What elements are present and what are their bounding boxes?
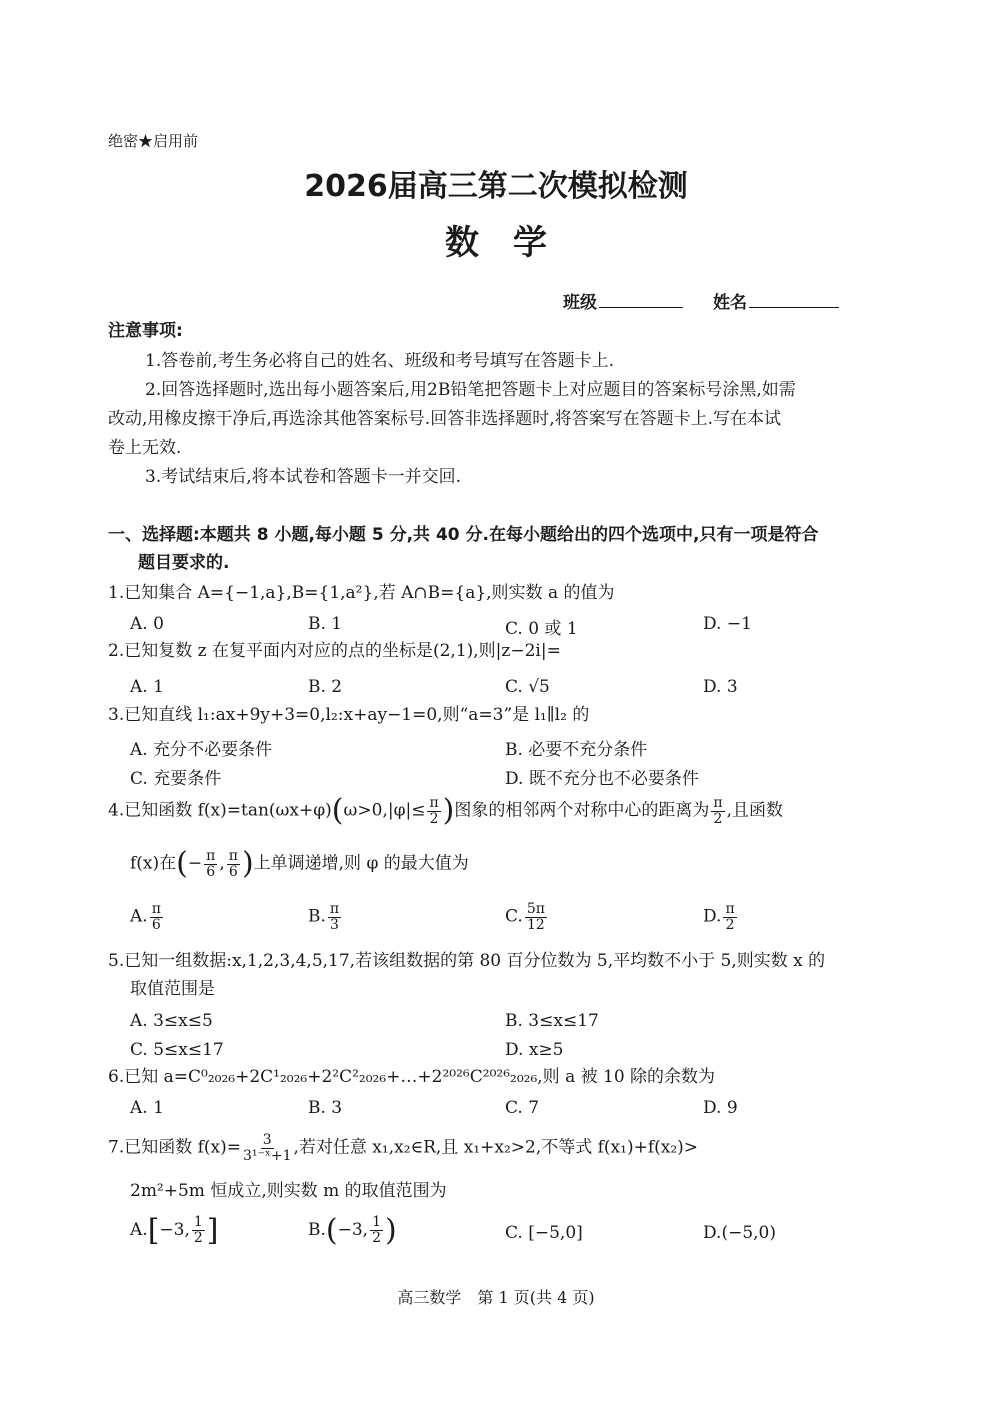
name-field[interactable] xyxy=(713,295,839,312)
numerator: π xyxy=(329,901,340,917)
q1-option-b[interactable]: B. 1 xyxy=(308,614,343,634)
question-6-stem: 6.已知 a=C⁰₂₀₂₆+2C¹₂₀₂₆+2²C²₂₀₂₆+…+2²⁰²⁶C²⁰²⁶₂₀₂₆,则 a 被 10 除的余数为 xyxy=(108,1067,716,1087)
q4-option-a[interactable] xyxy=(130,902,165,932)
notice-item: 2.回答选择题时,选出每小题答案后,用2B铅笔把答题卡上对应题目的答案标号涂黑,如需 xyxy=(145,380,796,400)
numerator: 3 xyxy=(262,1132,272,1148)
question-1-stem: 1.已知集合 A={−1,a},B={1,a²},若 A∩B={a},则实数 a 的值为 xyxy=(108,583,615,603)
bracket: [ xyxy=(147,1213,160,1248)
option-value: −3, xyxy=(159,1220,190,1240)
denominator: 2 xyxy=(725,916,735,933)
fraction xyxy=(525,902,547,932)
numerator: π xyxy=(206,848,216,864)
numerator: π xyxy=(151,901,161,917)
question-7-stem xyxy=(108,1133,698,1163)
numerator: π xyxy=(228,848,238,864)
q5-option-d[interactable]: D. x≥5 xyxy=(505,1040,564,1060)
q3-option-b[interactable]: B. 必要不充分条件 xyxy=(505,740,648,760)
q7-option-d[interactable] xyxy=(703,1223,776,1243)
q3-option-a[interactable]: A. 充分不必要条件 xyxy=(130,740,273,760)
q5-option-c[interactable]: C. 5≤x≤17 xyxy=(130,1040,224,1060)
q1-option-a[interactable]: A. 0 xyxy=(130,614,164,634)
option-value: [−5,0] xyxy=(528,1223,583,1243)
q7-stem-text: ,若对任意 x₁,x₂∈R,且 x₁+x₂>2,不等式 f(x₁)+f(x₂)> xyxy=(293,1137,699,1158)
q7-option-b[interactable] xyxy=(308,1213,397,1248)
q4-option-b[interactable] xyxy=(308,902,343,932)
notice-item: 卷上无效. xyxy=(108,438,182,458)
secret-label: 绝密★启用前 xyxy=(108,132,199,150)
fraction xyxy=(711,796,724,826)
numerator: 1 xyxy=(372,1214,382,1231)
denominator: 6 xyxy=(151,916,161,933)
q4-stem-text: ,且函数 xyxy=(726,800,783,821)
paren: ( xyxy=(176,846,188,882)
denominator: 6 xyxy=(228,863,238,880)
numerator: π xyxy=(429,795,439,811)
bracket: ) xyxy=(385,1213,397,1248)
question-5-stem-line2: 取值范围是 xyxy=(130,979,215,999)
q4-stem-text: 上单调递增,则 φ 的最大值为 xyxy=(253,853,469,874)
question-7-stem-line2: 2m²+5m 恒成立,则实数 m 的取值范围为 xyxy=(130,1181,447,1201)
denominator: 6 xyxy=(206,863,216,880)
fraction xyxy=(723,902,736,932)
option-value: (−5,0) xyxy=(721,1223,776,1243)
fraction xyxy=(370,1215,383,1245)
q6-option-a[interactable]: A. 1 xyxy=(130,1098,164,1118)
option-label: D. xyxy=(703,1223,722,1243)
class-label: 班级 xyxy=(563,293,597,313)
page-footer: 高三数学 第 1 页(共 4 页) xyxy=(397,1288,595,1307)
question-4-stem xyxy=(108,793,783,829)
q7-option-c[interactable] xyxy=(505,1223,583,1243)
question-2-stem: 2.已知复数 z 在复平面内对应的点的坐标是(2,1),则|z−2i|= xyxy=(108,641,561,661)
section-heading-cont: 题目要求的. xyxy=(138,553,230,573)
q4-stem-text: 图象的相邻两个对称中心的距离为 xyxy=(454,800,710,821)
q2-option-d[interactable]: D. 3 xyxy=(703,677,738,697)
q6-option-b[interactable]: B. 3 xyxy=(308,1098,343,1118)
q6-option-d[interactable]: D. 9 xyxy=(703,1098,738,1118)
option-label: A. xyxy=(130,906,148,927)
denominator: 2 xyxy=(193,1230,203,1246)
q4-stem-text: f(x)在 xyxy=(130,853,177,874)
minus: − xyxy=(187,853,203,874)
comma: , xyxy=(219,853,225,874)
q2-option-c[interactable]: C. √5 xyxy=(505,677,550,697)
q4-option-d[interactable] xyxy=(703,902,739,932)
question-4-stem-line2 xyxy=(130,846,469,882)
notice-item: 改动,用橡皮擦干净后,再选涂其他答案标号.回答非选择题时,将答案写在答题卡上.写在本试 xyxy=(108,409,782,429)
exam-title: 2026届高三第二次模拟检测 xyxy=(304,169,688,204)
question-3-stem: 3.已知直线 l₁:ax+9y+3=0,l₂:x+ay−1=0,则“a=3”是 l₁∥l₂ 的 xyxy=(108,705,590,725)
q4-stem-text: 4.已知函数 f(x)=tan(ωx+φ) xyxy=(108,800,332,821)
fraction xyxy=(204,849,217,879)
denominator: 3 xyxy=(330,916,339,933)
fraction xyxy=(427,796,440,826)
q4-condition: ω>0,|φ|≤ xyxy=(343,800,426,821)
q2-option-b[interactable]: B. 2 xyxy=(308,677,343,697)
q1-option-c[interactable]: C. 0 或 1 xyxy=(505,619,578,639)
fraction xyxy=(150,902,163,932)
name-blank[interactable] xyxy=(749,307,839,308)
denominator: 2 xyxy=(429,810,439,827)
notice-item: 1.答卷前,考生务必将自己的姓名、班级和考号填写在答题卡上. xyxy=(145,351,615,371)
q3-option-d[interactable]: D. 既不充分也不必要条件 xyxy=(505,769,699,789)
numerator: 5π xyxy=(526,901,545,917)
q5-option-b[interactable]: B. 3≤x≤17 xyxy=(505,1011,599,1031)
q2-option-a[interactable]: A. 1 xyxy=(130,677,164,697)
denominator: 2 xyxy=(372,1230,382,1246)
fraction xyxy=(192,1215,205,1245)
bracket: ( xyxy=(325,1213,338,1248)
paren: ( xyxy=(331,793,344,829)
numerator: π xyxy=(713,795,723,811)
q3-option-c[interactable]: C. 充要条件 xyxy=(130,769,222,789)
notice-item: 3.考试结束后,将本试卷和答题卡一并交回. xyxy=(145,467,462,487)
numerator: π xyxy=(725,901,735,917)
q7-stem-text: 7.已知函数 f(x)= xyxy=(108,1137,242,1158)
bracket: ] xyxy=(206,1213,219,1248)
denominator: 2 xyxy=(713,810,723,827)
fraction xyxy=(328,902,341,932)
class-field[interactable] xyxy=(563,295,683,312)
q4-option-c[interactable] xyxy=(505,902,549,932)
q6-option-c[interactable]: C. 7 xyxy=(505,1098,540,1118)
option-value: −3, xyxy=(337,1220,369,1240)
notice-heading: 注意事项: xyxy=(108,321,183,341)
q7-option-a[interactable] xyxy=(130,1213,219,1248)
option-label: C. xyxy=(505,906,523,927)
fraction xyxy=(243,1133,291,1163)
option-label: A. xyxy=(130,1220,148,1240)
question-5-stem: 5.已知一组数据:x,1,2,3,4,5,17,若该组数据的第 80 百分位数为 5,平均数不小于 5,则实数 x 的 xyxy=(108,951,826,971)
name-label: 姓名 xyxy=(713,293,747,313)
denominator: 12 xyxy=(526,916,545,933)
q5-option-a[interactable]: A. 3≤x≤5 xyxy=(130,1011,213,1031)
paren: ) xyxy=(241,846,254,882)
option-label: B. xyxy=(308,906,326,927)
paren: ) xyxy=(442,793,455,829)
class-blank[interactable] xyxy=(599,307,683,308)
fraction xyxy=(227,849,240,879)
numerator: 1 xyxy=(193,1214,203,1231)
subject-title: 数 学 xyxy=(445,223,547,263)
denominator: 3¹⁻ˣ+1 xyxy=(243,1147,292,1164)
option-label: C. xyxy=(505,1223,523,1243)
option-label: D. xyxy=(703,906,722,927)
option-label: B. xyxy=(308,1220,326,1240)
q1-option-d[interactable]: D. −1 xyxy=(703,614,752,634)
section-heading: 一、选择题:本题共 8 小题,每小题 5 分,共 40 分.在每小题给出的四个选项中,只有一项是符合 xyxy=(108,525,819,545)
